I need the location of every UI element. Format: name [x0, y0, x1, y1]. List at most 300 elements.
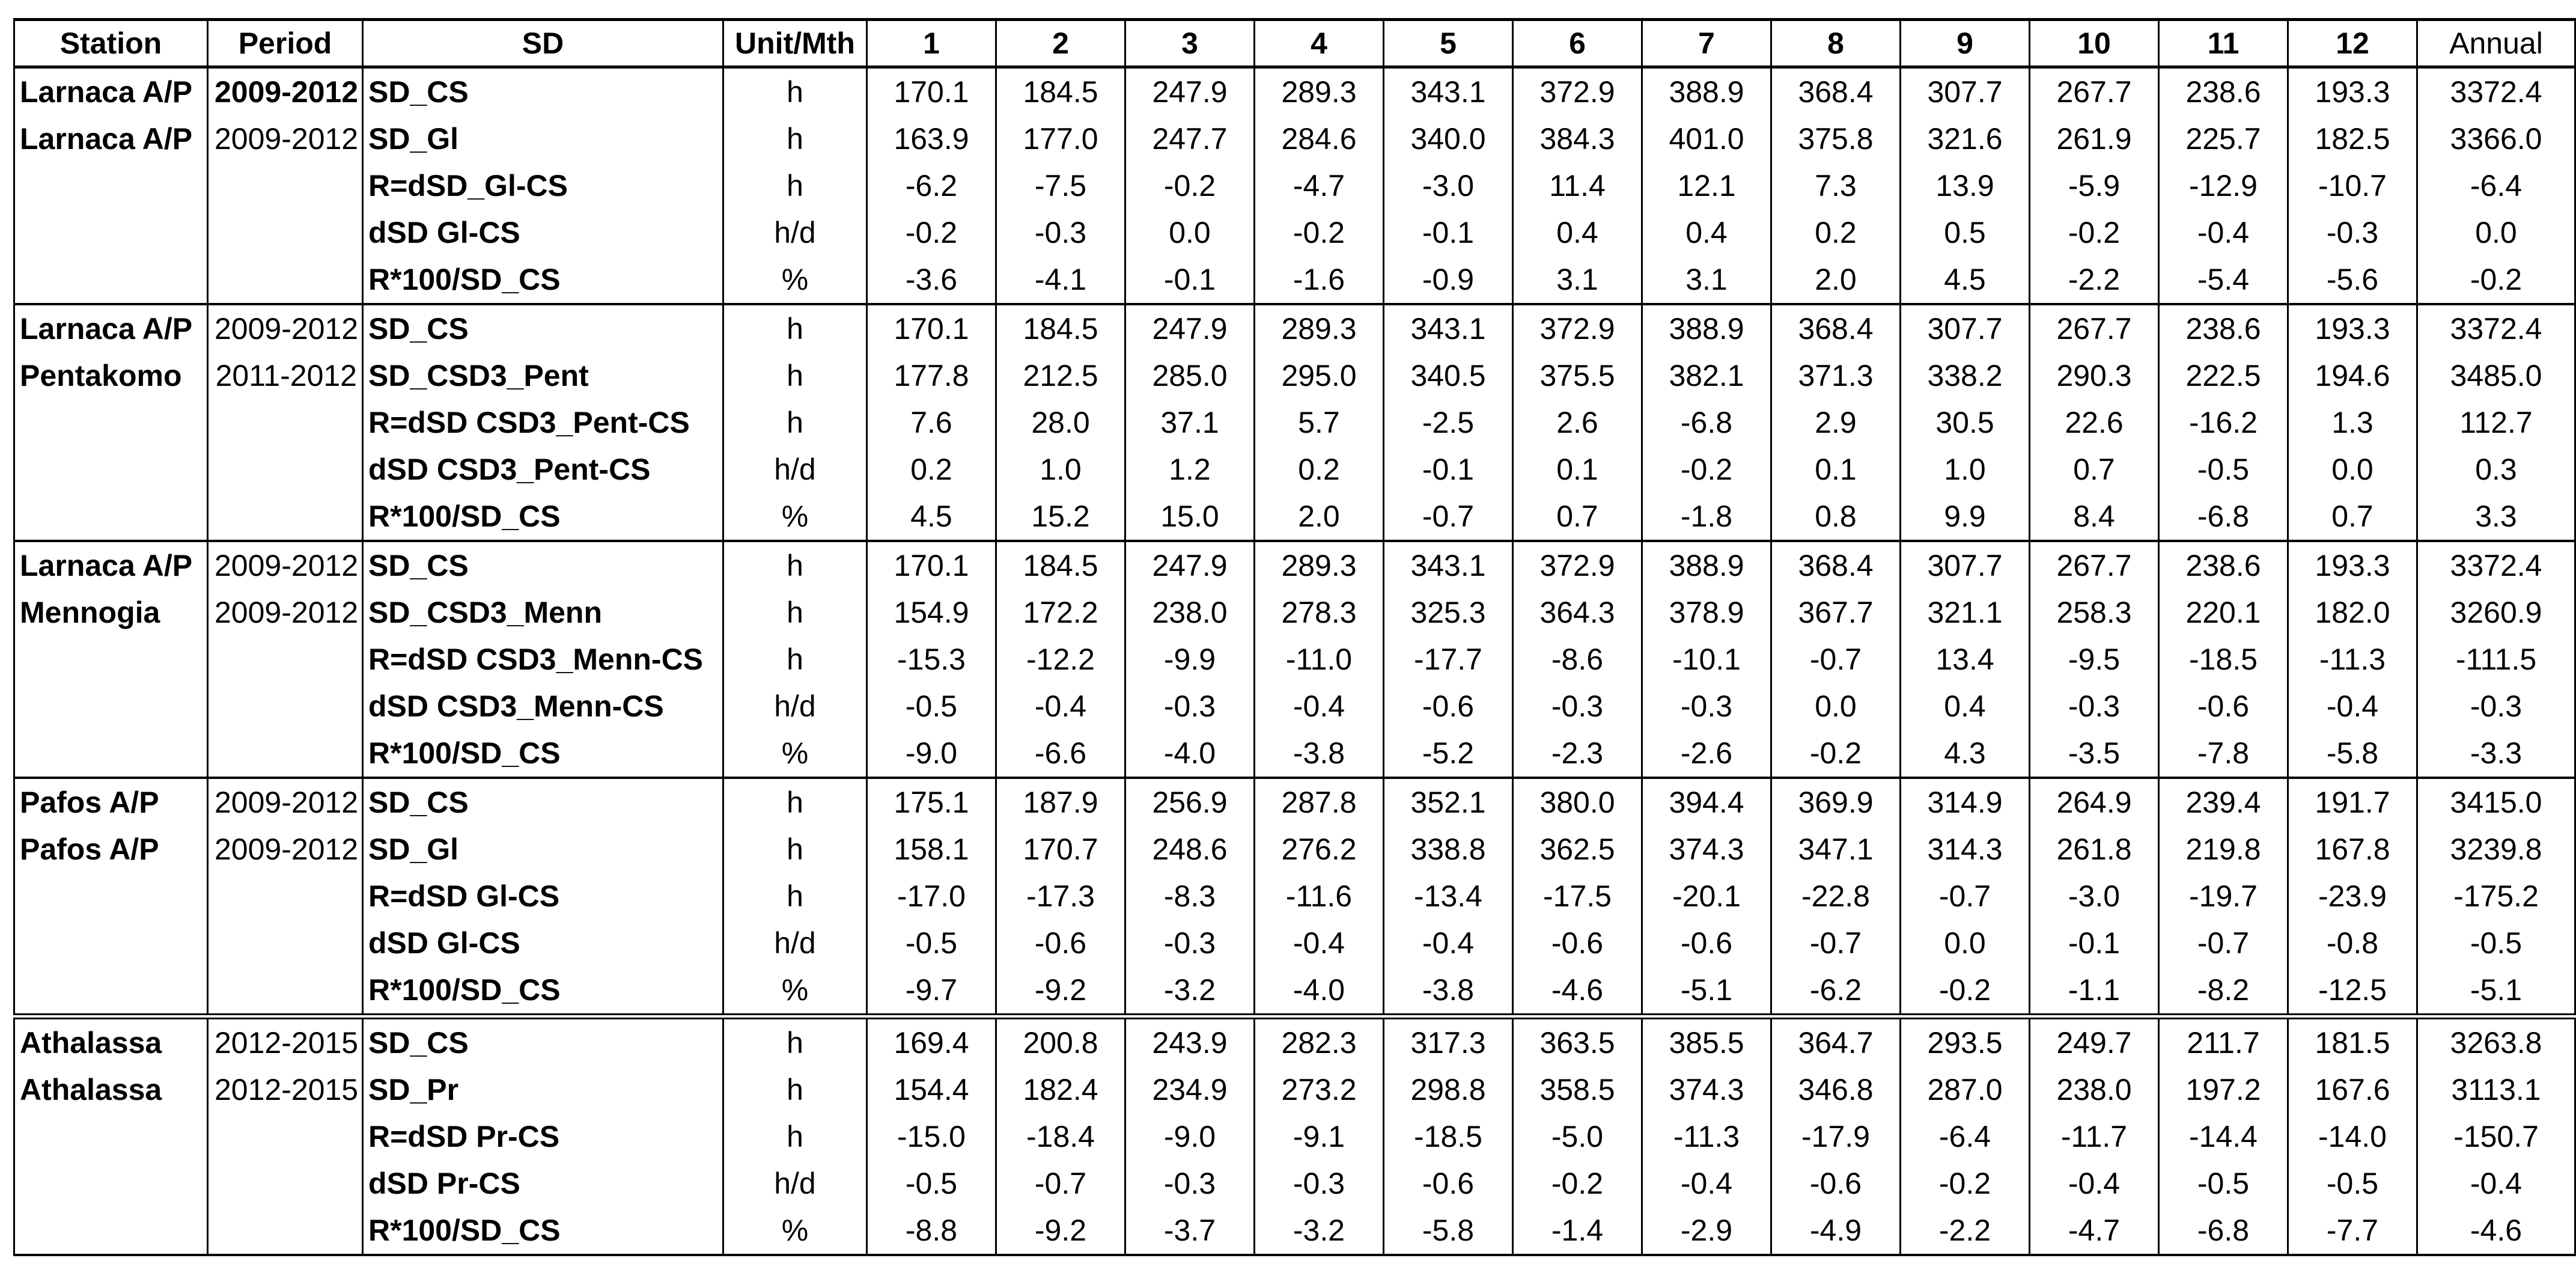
month-value-cell: 276.2 [1255, 826, 1384, 873]
column-header: 9 [1901, 20, 2030, 67]
month-value-cell: -0.5 [867, 1160, 996, 1207]
month-value-cell: 364.7 [1771, 1016, 1901, 1066]
period-cell: 2009-2012 [208, 541, 363, 589]
month-value-cell: 5.7 [1255, 399, 1384, 446]
sunshine-duration-table-container [13, 18, 2576, 1256]
table-row [14, 1160, 2575, 1207]
month-value-cell: -7.7 [2288, 1207, 2417, 1255]
period-cell: 2011-2012 [208, 352, 363, 399]
month-value-cell: -12.2 [996, 636, 1125, 683]
month-value-cell: 289.3 [1255, 541, 1384, 589]
month-value-cell: -3.5 [2030, 730, 2159, 778]
month-value-cell: 28.0 [996, 399, 1125, 446]
month-value-cell: -4.9 [1771, 1207, 1901, 1255]
month-value-cell: 211.7 [2159, 1016, 2288, 1066]
month-value-cell: 256.9 [1125, 778, 1255, 826]
column-header: 11 [2159, 20, 2288, 67]
annual-value-cell: -111.5 [2417, 636, 2575, 683]
month-value-cell: 158.1 [867, 826, 996, 873]
unit-cell: h [723, 1066, 867, 1113]
period-cell [208, 209, 363, 256]
table-row [14, 1016, 2575, 1066]
unit-cell: % [723, 966, 867, 1016]
month-value-cell: 225.7 [2159, 115, 2288, 162]
sd-cell: SD_CSD3_Pent [363, 352, 723, 399]
month-value-cell: -5.8 [1384, 1207, 1513, 1255]
annual-value-cell: 0.3 [2417, 446, 2575, 493]
sd-cell: R*100/SD_CS [363, 966, 723, 1016]
month-value-cell: 170.7 [996, 826, 1125, 873]
month-value-cell: 374.3 [1642, 1066, 1771, 1113]
month-value-cell: -8.8 [867, 1207, 996, 1255]
station-cell [14, 683, 208, 730]
month-value-cell: 3.1 [1642, 256, 1771, 304]
month-value-cell: 177.8 [867, 352, 996, 399]
station-comparison-group [14, 778, 2575, 1016]
month-value-cell: 0.2 [867, 446, 996, 493]
station-cell: Pafos A/P [14, 778, 208, 826]
month-value-cell: -0.6 [1513, 920, 1642, 966]
month-value-cell: 13.9 [1901, 162, 2030, 209]
month-value-cell: -3.8 [1255, 730, 1384, 778]
station-cell: Athalassa [14, 1016, 208, 1066]
table-row [14, 920, 2575, 966]
period-cell [208, 399, 363, 446]
month-value-cell: 317.3 [1384, 1016, 1513, 1066]
month-value-cell: 22.6 [2030, 399, 2159, 446]
unit-cell: h [723, 352, 867, 399]
month-value-cell: 239.4 [2159, 778, 2288, 826]
month-value-cell: 369.9 [1771, 778, 1901, 826]
month-value-cell: 4.5 [1901, 256, 2030, 304]
table-row [14, 826, 2575, 873]
month-value-cell: 182.4 [996, 1066, 1125, 1113]
month-value-cell: 243.9 [1125, 1016, 1255, 1066]
annual-value-cell: -4.6 [2417, 1207, 2575, 1255]
month-value-cell: 307.7 [1901, 304, 2030, 352]
month-value-cell: 4.5 [867, 493, 996, 541]
month-value-cell: 364.3 [1513, 589, 1642, 636]
month-value-cell: 261.8 [2030, 826, 2159, 873]
unit-cell: h [723, 1016, 867, 1066]
month-value-cell: 187.9 [996, 778, 1125, 826]
month-value-cell: -17.7 [1384, 636, 1513, 683]
month-value-cell: -8.2 [2159, 966, 2288, 1016]
annual-value-cell: -0.3 [2417, 683, 2575, 730]
month-value-cell: 11.4 [1513, 162, 1642, 209]
period-cell [208, 446, 363, 493]
unit-cell: % [723, 493, 867, 541]
month-value-cell: -0.6 [2159, 683, 2288, 730]
station-cell [14, 1160, 208, 1207]
month-value-cell: -0.6 [1384, 683, 1513, 730]
sd-cell: SD_CS [363, 1016, 723, 1066]
month-value-cell: 368.4 [1771, 304, 1901, 352]
month-value-cell: 367.7 [1771, 589, 1901, 636]
unit-cell: h [723, 541, 867, 589]
period-cell: 2009-2012 [208, 67, 363, 116]
month-value-cell: 247.9 [1125, 541, 1255, 589]
month-value-cell: -9.1 [1255, 1113, 1384, 1160]
month-value-cell: -0.2 [1642, 446, 1771, 493]
sd-cell: SD_Gl [363, 826, 723, 873]
unit-cell: h [723, 67, 867, 116]
month-value-cell: 2.0 [1255, 493, 1384, 541]
annual-value-cell: 3260.9 [2417, 589, 2575, 636]
month-value-cell: -0.2 [1255, 209, 1384, 256]
month-value-cell: 267.7 [2030, 67, 2159, 116]
annual-value-cell: -6.4 [2417, 162, 2575, 209]
station-cell [14, 730, 208, 778]
month-value-cell: 172.2 [996, 589, 1125, 636]
month-value-cell: -3.6 [867, 256, 996, 304]
month-value-cell: -0.3 [2288, 209, 2417, 256]
period-cell [208, 730, 363, 778]
month-value-cell: 0.0 [1901, 920, 2030, 966]
table-row [14, 966, 2575, 1016]
month-value-cell: 267.7 [2030, 304, 2159, 352]
month-value-cell: 307.7 [1901, 67, 2030, 116]
month-value-cell: 154.4 [867, 1066, 996, 1113]
month-value-cell: -10.7 [2288, 162, 2417, 209]
month-value-cell: 170.1 [867, 67, 996, 116]
month-value-cell: 0.2 [1771, 209, 1901, 256]
month-value-cell: 374.3 [1642, 826, 1771, 873]
month-value-cell: 154.9 [867, 589, 996, 636]
table-row [14, 304, 2575, 352]
station-cell: Larnaca A/P [14, 541, 208, 589]
sd-cell: SD_CS [363, 778, 723, 826]
period-cell [208, 256, 363, 304]
month-value-cell: 267.7 [2030, 541, 2159, 589]
month-value-cell: -0.5 [2288, 1160, 2417, 1207]
table-row [14, 256, 2575, 304]
month-value-cell: 388.9 [1642, 67, 1771, 116]
station-cell [14, 256, 208, 304]
month-value-cell: 184.5 [996, 67, 1125, 116]
period-cell [208, 873, 363, 920]
month-value-cell: -6.8 [2159, 493, 2288, 541]
column-header: 2 [996, 20, 1125, 67]
month-value-cell: -5.4 [2159, 256, 2288, 304]
month-value-cell: 247.7 [1125, 115, 1255, 162]
month-value-cell: 30.5 [1901, 399, 2030, 446]
station-cell: Larnaca A/P [14, 67, 208, 116]
month-value-cell: 197.2 [2159, 1066, 2288, 1113]
month-value-cell: -11.6 [1255, 873, 1384, 920]
month-value-cell: 182.0 [2288, 589, 2417, 636]
month-value-cell: -6.6 [996, 730, 1125, 778]
column-header: 3 [1125, 20, 1255, 67]
month-value-cell: -17.0 [867, 873, 996, 920]
month-value-cell: -1.4 [1513, 1207, 1642, 1255]
month-value-cell: -15.0 [867, 1113, 996, 1160]
month-value-cell: 238.6 [2159, 541, 2288, 589]
month-value-cell: 380.0 [1513, 778, 1642, 826]
sd-cell: R=dSD Gl-CS [363, 873, 723, 920]
month-value-cell: -4.6 [1513, 966, 1642, 1016]
column-header: Period [208, 20, 363, 67]
month-value-cell: -11.0 [1255, 636, 1384, 683]
column-header: 8 [1771, 20, 1901, 67]
period-cell: 2009-2012 [208, 115, 363, 162]
station-comparison-group [14, 541, 2575, 778]
month-value-cell: -0.9 [1384, 256, 1513, 304]
month-value-cell: 0.8 [1771, 493, 1901, 541]
sd-cell: R=dSD CSD3_Menn-CS [363, 636, 723, 683]
station-cell [14, 1113, 208, 1160]
month-value-cell: -2.5 [1384, 399, 1513, 446]
month-value-cell: 382.1 [1642, 352, 1771, 399]
month-value-cell: -0.7 [1771, 636, 1901, 683]
month-value-cell: -4.7 [1255, 162, 1384, 209]
month-value-cell: -18.4 [996, 1113, 1125, 1160]
month-value-cell: -9.2 [996, 1207, 1125, 1255]
month-value-cell: 375.5 [1513, 352, 1642, 399]
annual-value-cell: 3366.0 [2417, 115, 2575, 162]
sd-cell: SD_CS [363, 67, 723, 116]
month-value-cell: -9.0 [867, 730, 996, 778]
station-cell: Athalassa [14, 1066, 208, 1113]
month-value-cell: 13.4 [1901, 636, 2030, 683]
month-value-cell: -0.7 [996, 1160, 1125, 1207]
month-value-cell: 1.3 [2288, 399, 2417, 446]
month-value-cell: 169.4 [867, 1016, 996, 1066]
month-value-cell: 307.7 [1901, 541, 2030, 589]
month-value-cell: -0.3 [1125, 920, 1255, 966]
unit-cell: h/d [723, 446, 867, 493]
sd-cell: R*100/SD_CS [363, 256, 723, 304]
month-value-cell: 0.7 [1513, 493, 1642, 541]
month-value-cell: 368.4 [1771, 541, 1901, 589]
header-row [14, 20, 2575, 67]
period-cell: 2012-2015 [208, 1066, 363, 1113]
month-value-cell: 234.9 [1125, 1066, 1255, 1113]
month-value-cell: -2.2 [1901, 1207, 2030, 1255]
month-value-cell: 212.5 [996, 352, 1125, 399]
unit-cell: % [723, 730, 867, 778]
month-value-cell: 248.6 [1125, 826, 1255, 873]
month-value-cell: -0.4 [2159, 209, 2288, 256]
month-value-cell: 325.3 [1384, 589, 1513, 636]
month-value-cell: -0.1 [1384, 446, 1513, 493]
table-row [14, 446, 2575, 493]
sd-cell: SD_CS [363, 304, 723, 352]
month-value-cell: -0.4 [1255, 920, 1384, 966]
month-value-cell: 0.0 [1771, 683, 1901, 730]
annual-value-cell: 112.7 [2417, 399, 2575, 446]
month-value-cell: -10.1 [1642, 636, 1771, 683]
period-cell [208, 1160, 363, 1207]
month-value-cell: 372.9 [1513, 304, 1642, 352]
annual-value-cell: 0.0 [2417, 209, 2575, 256]
month-value-cell: 284.6 [1255, 115, 1384, 162]
month-value-cell: -0.6 [1771, 1160, 1901, 1207]
table-row [14, 67, 2575, 116]
month-value-cell: -1.6 [1255, 256, 1384, 304]
period-cell [208, 920, 363, 966]
unit-cell: h [723, 399, 867, 446]
month-value-cell: -0.1 [1384, 209, 1513, 256]
month-value-cell: -5.1 [1642, 966, 1771, 1016]
month-value-cell: -16.2 [2159, 399, 2288, 446]
sunshine-duration-table [13, 18, 2576, 1256]
annual-value-cell: 3485.0 [2417, 352, 2575, 399]
month-value-cell: 7.3 [1771, 162, 1901, 209]
month-value-cell: 298.8 [1384, 1066, 1513, 1113]
month-value-cell: -14.0 [2288, 1113, 2417, 1160]
unit-cell: h [723, 162, 867, 209]
month-value-cell: 371.3 [1771, 352, 1901, 399]
month-value-cell: -0.3 [2030, 683, 2159, 730]
unit-cell: h [723, 115, 867, 162]
month-value-cell: -17.3 [996, 873, 1125, 920]
month-value-cell: 177.0 [996, 115, 1125, 162]
unit-cell: h [723, 304, 867, 352]
table-row [14, 541, 2575, 589]
sd-cell: R*100/SD_CS [363, 730, 723, 778]
month-value-cell: 378.9 [1642, 589, 1771, 636]
station-cell [14, 399, 208, 446]
month-value-cell: 287.0 [1901, 1066, 2030, 1113]
month-value-cell: 258.3 [2030, 589, 2159, 636]
period-cell [208, 493, 363, 541]
annual-value-cell: 3415.0 [2417, 778, 2575, 826]
month-value-cell: 278.3 [1255, 589, 1384, 636]
annual-value-cell: -0.4 [2417, 1160, 2575, 1207]
station-cell: Pentakomo [14, 352, 208, 399]
month-value-cell: 163.9 [867, 115, 996, 162]
period-cell: 2012-2015 [208, 1016, 363, 1066]
month-value-cell: 340.5 [1384, 352, 1513, 399]
month-value-cell: 238.6 [2159, 67, 2288, 116]
month-value-cell: 343.1 [1384, 541, 1513, 589]
month-value-cell: -12.5 [2288, 966, 2417, 1016]
station-cell [14, 920, 208, 966]
table-row [14, 1066, 2575, 1113]
station-cell: Pafos A/P [14, 826, 208, 873]
month-value-cell: 0.1 [1771, 446, 1901, 493]
unit-cell: h/d [723, 920, 867, 966]
month-value-cell: -22.8 [1771, 873, 1901, 920]
month-value-cell: 238.0 [1125, 589, 1255, 636]
column-header: SD [363, 20, 723, 67]
unit-cell: % [723, 1207, 867, 1255]
month-value-cell: -0.7 [1384, 493, 1513, 541]
month-value-cell: -0.2 [867, 209, 996, 256]
sd-cell: SD_CS [363, 541, 723, 589]
month-value-cell: -4.7 [2030, 1207, 2159, 1255]
month-value-cell: -4.0 [1255, 966, 1384, 1016]
month-value-cell: -17.5 [1513, 873, 1642, 920]
unit-cell: h [723, 636, 867, 683]
month-value-cell: -0.3 [1642, 683, 1771, 730]
annual-value-cell: -0.2 [2417, 256, 2575, 304]
month-value-cell: -14.4 [2159, 1113, 2288, 1160]
month-value-cell: 181.5 [2288, 1016, 2417, 1066]
unit-cell: h/d [723, 683, 867, 730]
month-value-cell: -20.1 [1642, 873, 1771, 920]
station-comparison-group [14, 304, 2575, 541]
month-value-cell: 314.3 [1901, 826, 2030, 873]
annual-value-cell: 3.3 [2417, 493, 2575, 541]
month-value-cell: 170.1 [867, 541, 996, 589]
month-value-cell: -15.3 [867, 636, 996, 683]
month-value-cell: -0.6 [1384, 1160, 1513, 1207]
month-value-cell: 264.9 [2030, 778, 2159, 826]
month-value-cell: -0.4 [2030, 1160, 2159, 1207]
month-value-cell: 249.7 [2030, 1016, 2159, 1066]
month-value-cell: -11.3 [1642, 1113, 1771, 1160]
month-value-cell: -3.7 [1125, 1207, 1255, 1255]
station-cell [14, 209, 208, 256]
month-value-cell: 368.4 [1771, 67, 1901, 116]
month-value-cell: -0.4 [1255, 683, 1384, 730]
unit-cell: % [723, 256, 867, 304]
unit-cell: h/d [723, 1160, 867, 1207]
station-cell: Larnaca A/P [14, 115, 208, 162]
station-cell [14, 162, 208, 209]
column-header: Annual [2417, 20, 2575, 67]
month-value-cell: -0.3 [996, 209, 1125, 256]
month-value-cell: 0.4 [1642, 209, 1771, 256]
month-value-cell: -5.8 [2288, 730, 2417, 778]
month-value-cell: -18.5 [2159, 636, 2288, 683]
table-row [14, 209, 2575, 256]
column-header: 6 [1513, 20, 1642, 67]
month-value-cell: 170.1 [867, 304, 996, 352]
month-value-cell: 0.1 [1513, 446, 1642, 493]
table-row [14, 683, 2575, 730]
month-value-cell: 238.6 [2159, 304, 2288, 352]
month-value-cell: 247.9 [1125, 67, 1255, 116]
column-header: 5 [1384, 20, 1513, 67]
month-value-cell: -3.2 [1125, 966, 1255, 1016]
month-value-cell: 2.6 [1513, 399, 1642, 446]
table-row [14, 589, 2575, 636]
column-header: 10 [2030, 20, 2159, 67]
month-value-cell: 37.1 [1125, 399, 1255, 446]
month-value-cell: 7.6 [867, 399, 996, 446]
month-value-cell: 219.8 [2159, 826, 2288, 873]
month-value-cell: 12.1 [1642, 162, 1771, 209]
month-value-cell: -1.8 [1642, 493, 1771, 541]
month-value-cell: -0.2 [2030, 209, 2159, 256]
month-value-cell: -1.1 [2030, 966, 2159, 1016]
month-value-cell: 385.5 [1642, 1016, 1771, 1066]
annual-value-cell: 3372.4 [2417, 304, 2575, 352]
month-value-cell: -3.2 [1255, 1207, 1384, 1255]
month-value-cell: -3.0 [1384, 162, 1513, 209]
month-value-cell: -19.7 [2159, 873, 2288, 920]
station-cell [14, 873, 208, 920]
period-cell [208, 636, 363, 683]
month-value-cell: 222.5 [2159, 352, 2288, 399]
month-value-cell: 238.0 [2030, 1066, 2159, 1113]
sd-cell: SD_Gl [363, 115, 723, 162]
month-value-cell: 388.9 [1642, 304, 1771, 352]
month-value-cell: -5.0 [1513, 1113, 1642, 1160]
month-value-cell: 191.7 [2288, 778, 2417, 826]
month-value-cell: -5.2 [1384, 730, 1513, 778]
month-value-cell: -4.0 [1125, 730, 1255, 778]
station-cell: Larnaca A/P [14, 304, 208, 352]
month-value-cell: 314.9 [1901, 778, 2030, 826]
month-value-cell: -0.7 [1771, 920, 1901, 966]
station-cell: Mennogia [14, 589, 208, 636]
month-value-cell: 285.0 [1125, 352, 1255, 399]
station-cell [14, 636, 208, 683]
